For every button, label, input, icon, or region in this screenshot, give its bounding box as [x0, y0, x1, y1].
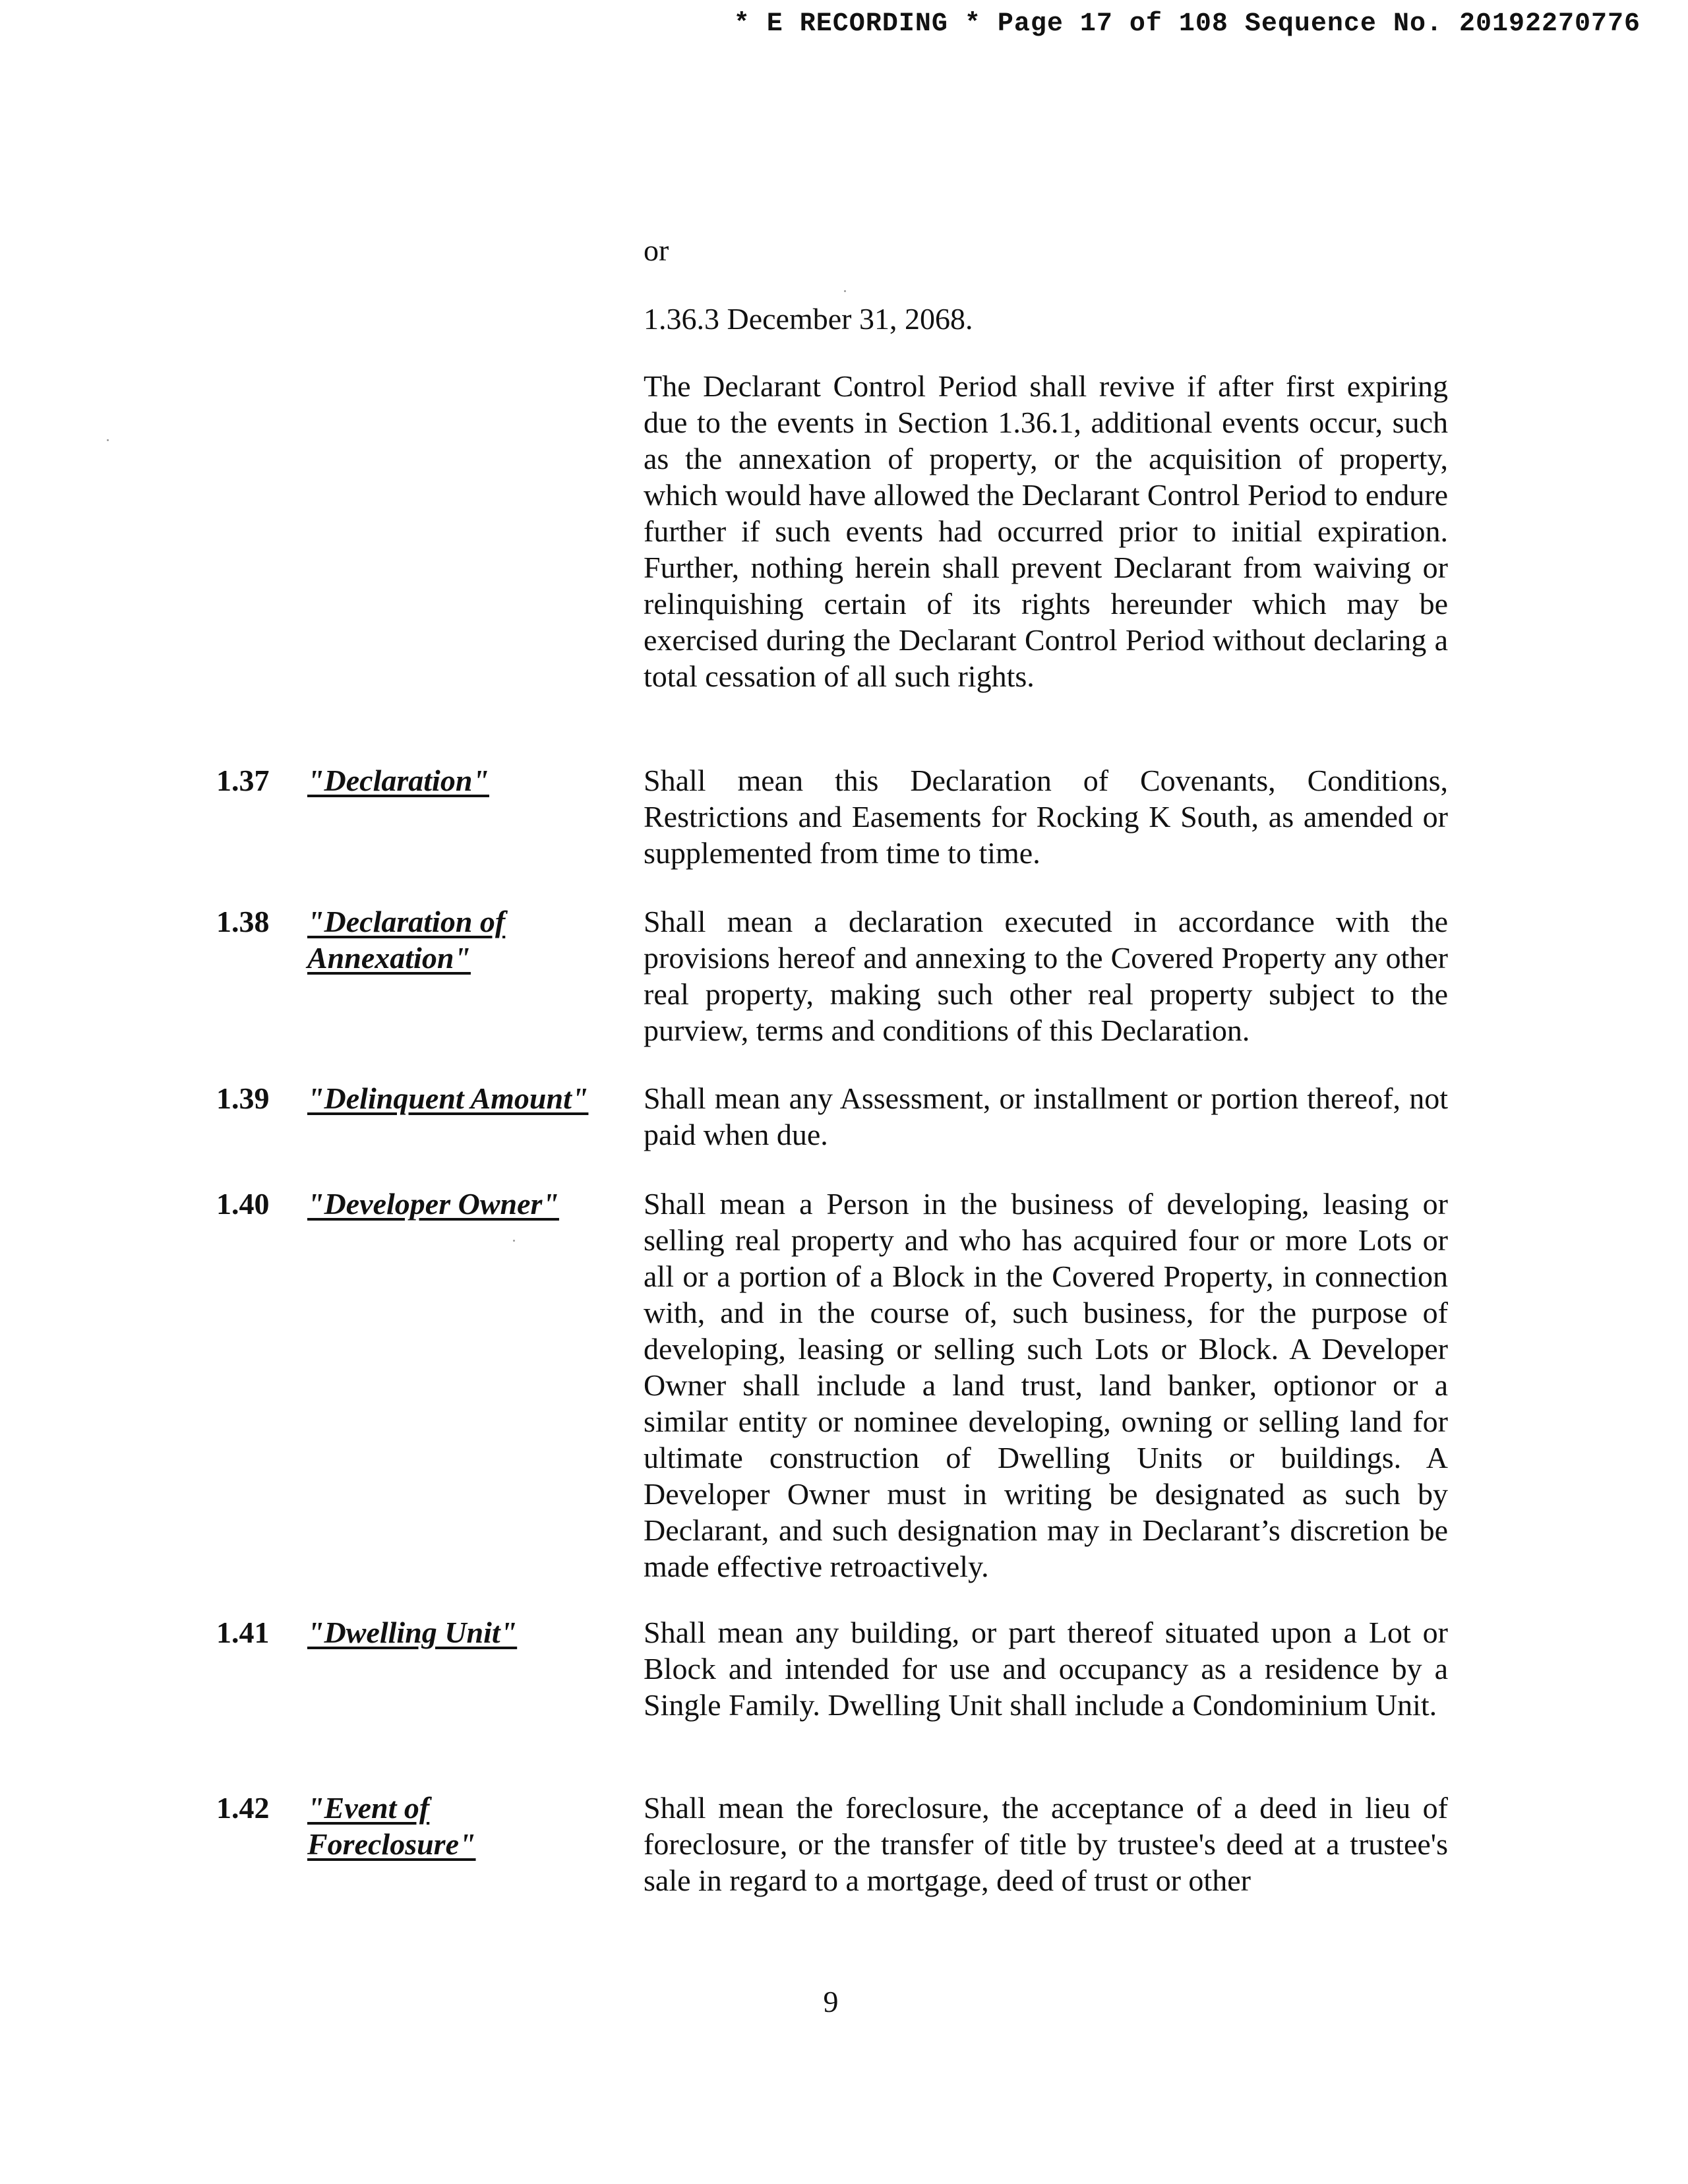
definition-text: Shall mean this Declaration of Covenants, Conditions, Restrictions and Easements for Rocking K South, as amended or supplemented from time to time. [644, 764, 1448, 870]
definition-number: 1.37 [216, 764, 270, 797]
definition-number: 1.41 [216, 1616, 270, 1649]
declarant-control-period-paragraph: The Declarant Control Period shall revive if after first expiring due to the events in Section 1.36.1, additional events occur, such as the annexation of property, or the acquisition of property, which would have allowed the Declarant Control Period to endure further if such events had occurred prior to initial expiration. Further, nothing herein shall prevent Declarant from waiving or relinquishing certain of its rights hereunder which may be exercised during the Declarant Control Period without declaring a total cessation of all such rights. [644, 369, 1448, 693]
definition-term: "Delinquent Amount" [307, 1081, 589, 1115]
definition-number: 1.38 [216, 905, 270, 938]
definition-term: "Declaration of Annexation" [307, 905, 506, 975]
definition-text: Shall mean a Person in the business of developing, leasing or selling real property and who has acquired four or more Lots or all or a portion of a Block in the Covered Property, in connection with, and in the course of, such business, for the purpose of developing, leasing or selling such Lots or Block. A Developer Owner shall include a land trust, land banker, optionor or a similar entity or nominee developing, owning or selling land for ultimate construction of Dwelling Units or buildings. A Developer Owner must in writing be designated as such by Declarant, and such designation may in Declarant’s discretion be made effective retroactively. [644, 1187, 1448, 1583]
definition-number: 1.42 [216, 1791, 270, 1825]
definition-text: Shall mean any building, or part thereof situated upon a Lot or Block and intended for use and occupancy as a residence by a Single Family. Dwelling Unit shall include a Condominium Unit. [644, 1616, 1448, 1722]
scan-speck [844, 290, 846, 292]
definition-number: 1.39 [216, 1081, 270, 1115]
definition-text: Shall mean any Assessment, or installment or portion thereof, not paid when due. [644, 1081, 1448, 1151]
definition-term: "Event of Foreclosure" [307, 1791, 476, 1861]
definition-term: "Declaration" [307, 764, 489, 797]
scan-speck [107, 439, 109, 441]
definition-term: "Dwelling Unit" [307, 1616, 518, 1649]
definition-text: Shall mean the foreclosure, the acceptance of a deed in lieu of foreclosure, or the transfer of title by trustee's deed at a trustee's sale in regard to a mortgage, deed of trust or other [644, 1791, 1448, 1897]
recording-header-stamp: * E RECORDING * Page 17 of 108 Sequence No. 20192270776 [733, 9, 1641, 39]
definition-term: "Developer Owner" [307, 1187, 559, 1221]
scan-speck [513, 1240, 515, 1242]
or-line: or [644, 233, 669, 267]
definition-text: Shall mean a declaration executed in accordance with the provisions hereof and annexing to the Covered Property any other real property, making such other real property subject to the purview, terms and conditions of this Declaration. [644, 905, 1448, 1047]
definition-number: 1.40 [216, 1187, 270, 1221]
subsection-1-36-3: 1.36.3 December 31, 2068. [644, 302, 973, 336]
page-number: 9 [823, 1985, 839, 2018]
